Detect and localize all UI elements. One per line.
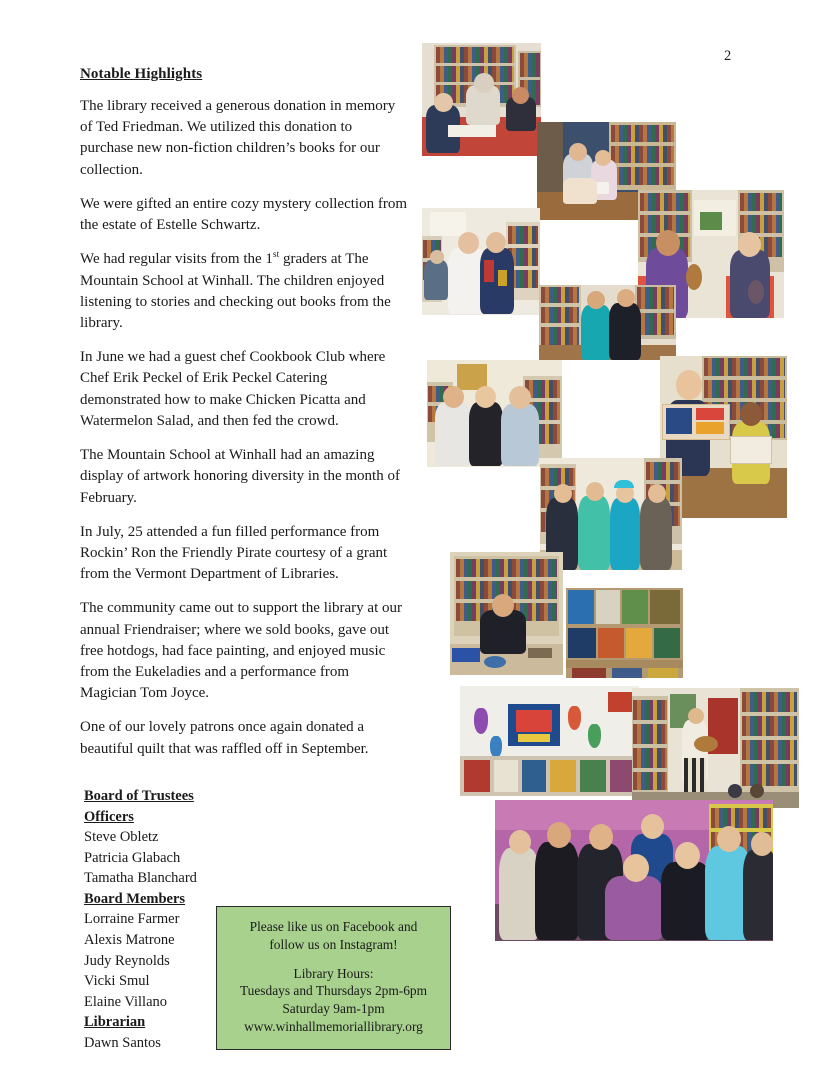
librarian-name: Dawn Santos <box>84 1034 161 1051</box>
photo-pirate-performance <box>632 688 799 808</box>
highlight-paragraph-4: In June we had a guest chef Cookbook Club where Chef Erik Peckel of Erik Peckel Catering demonstrated how to make Chicken Picatta and Watermelon Salad, and then fed the crowd. <box>80 349 386 429</box>
social-line-2: follow us on Instagram! <box>269 936 398 952</box>
photo-cookbook-club-table <box>422 43 541 156</box>
librarian-heading: Librarian <box>84 1014 146 1031</box>
photo-two-women-smiling <box>422 208 540 315</box>
notable-highlights-section <box>80 66 407 773</box>
photo-two-boys-shelves <box>539 285 676 360</box>
page-title: Notable Highlights <box>80 66 203 82</box>
social-line-1: Please like us on Facebook and <box>249 919 418 934</box>
library-hours-label: Library Hours: <box>293 965 374 981</box>
library-hours-saturday: Saturday 9am-1pm <box>282 1001 385 1017</box>
officers-heading: Officers <box>84 808 134 825</box>
library-hours-weekday: Tuesdays and Thursdays 2pm-6pm <box>239 983 428 999</box>
ordinal-suffix: st <box>272 250 280 261</box>
highlight-paragraph-5: The Mountain School at Winhall had an amazing display of artwork honoring diversity in the month of February. <box>80 447 400 506</box>
officer-name: Patricia Glabach <box>84 849 181 866</box>
board-member-name: Vicki Smul <box>84 973 150 990</box>
highlight-paragraph-3 <box>80 249 407 334</box>
highlight-paragraph-3-pre: We had regular visits from the 1 <box>80 251 273 268</box>
board-member-name: Alexis Matrone <box>84 932 175 949</box>
page-number: 2 <box>724 48 732 64</box>
info-box-spacer <box>217 954 450 965</box>
board-member-name: Judy Reynolds <box>84 952 170 969</box>
photo-childrens-book-display <box>566 588 683 678</box>
photo-staff-group-photo <box>495 800 773 941</box>
highlight-paragraph-3-post: graders at The Mountain School at Winhall. The children enjoyed listening to stories and checking out books from the library. <box>80 251 391 331</box>
photo-three-women-portrait <box>427 360 562 467</box>
highlight-paragraph-2: We were gifted an entire cozy mystery collection from the estate of Estelle Schwartz. <box>80 195 407 234</box>
board-members-heading: Board Members <box>84 890 186 907</box>
board-member-name: Elaine Villano <box>84 993 168 1010</box>
highlight-paragraph-1: The library received a generous donation in memory of Ted Friedman. We utilized this donation to purchase new non-fiction children’s books for our collection. <box>80 98 396 178</box>
board-member-name: Lorraine Farmer <box>84 911 180 928</box>
highlight-paragraph-6: In July, 25 attended a fun filled performance from Rockin’ Ron the Friendly Pirate courtesy of a grant from the Vermont Department of Libraries. <box>80 523 388 583</box>
photo-diversity-art-display <box>460 686 639 796</box>
library-website: www.winhallmemoriallibrary.org <box>244 1019 423 1035</box>
highlight-paragraph-8: One of our lovely patrons once again donated a beautiful quilt that was raffled off in September. <box>80 719 369 757</box>
officer-name: Steve Obletz <box>84 829 159 846</box>
board-of-trustees-heading: Board of Trustees <box>84 788 194 804</box>
officer-name: Tamatha Blanchard <box>84 870 197 887</box>
library-info-box <box>216 906 451 1050</box>
photo-librarian-at-desk <box>450 552 563 675</box>
highlight-paragraph-7: The community came out to support the library at our annual Friendraiser; where we sold books, gave out free hotdogs, had face painting, and enjoyed music from the Eukeladies and a performance from Magician Tom Joyce. <box>80 600 403 702</box>
